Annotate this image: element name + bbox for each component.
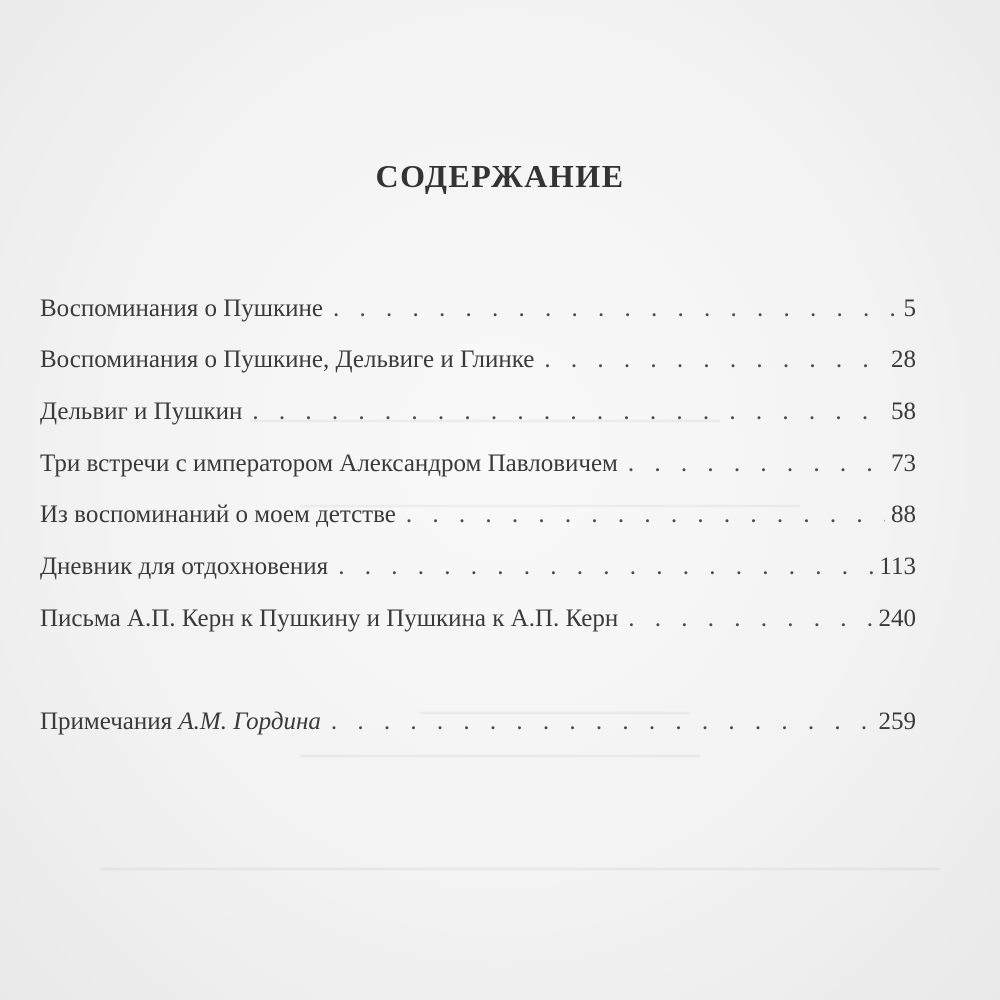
dot-leader xyxy=(333,294,897,324)
toc-entry-page: 240 xyxy=(878,605,916,632)
dot-leader xyxy=(544,345,885,375)
toc-entry-page: 58 xyxy=(891,398,916,425)
toc-entry-title: Воспоминания о Пушкине, Дельвиге и Глинке xyxy=(40,346,535,373)
toc-entry xyxy=(40,345,916,375)
toc-entry xyxy=(40,294,916,324)
toc-entry-page: 88 xyxy=(891,501,916,528)
toc-entry xyxy=(40,500,916,530)
toc-entry-title: Дневник для отдохновения xyxy=(40,553,329,580)
toc-entry xyxy=(40,449,916,479)
page-title: СОДЕРЖАНИЕ xyxy=(375,158,625,194)
toc-entry-title: Дельвиг и Пушкин xyxy=(40,398,243,425)
dot-leader xyxy=(338,552,873,582)
toc-entry-title: Письма А.П. Керн к Пушкину и Пушкина к А.П. Керн xyxy=(40,605,619,632)
toc-entry-title: Из воспоминаний о моем детстве xyxy=(40,501,396,528)
table-of-contents xyxy=(40,0,916,1000)
toc-entry-page: 28 xyxy=(891,346,916,373)
toc-entry-page: 113 xyxy=(879,553,916,580)
toc-entry xyxy=(40,604,916,634)
toc-entry-page: 259 xyxy=(878,708,916,735)
toc-entry xyxy=(40,552,916,582)
toc-entry-title xyxy=(40,707,321,737)
dot-leader xyxy=(628,449,885,479)
toc-entry-page: 73 xyxy=(891,450,916,477)
dot-leader xyxy=(628,604,872,634)
dot-leader xyxy=(331,707,873,737)
toc-entry-title: Три встречи с императором Александром Павловичем xyxy=(40,450,618,477)
dot-leader xyxy=(252,397,885,427)
dot-leader xyxy=(406,500,885,530)
toc-entry-title: Воспоминания о Пушкине xyxy=(40,295,324,322)
toc-entry-page: 5 xyxy=(903,295,916,322)
toc-entry xyxy=(40,397,916,427)
toc-entry-notes xyxy=(40,707,916,737)
notes-editor: А.М. Гордина xyxy=(178,708,321,735)
notes-label: Примечания xyxy=(40,708,173,735)
